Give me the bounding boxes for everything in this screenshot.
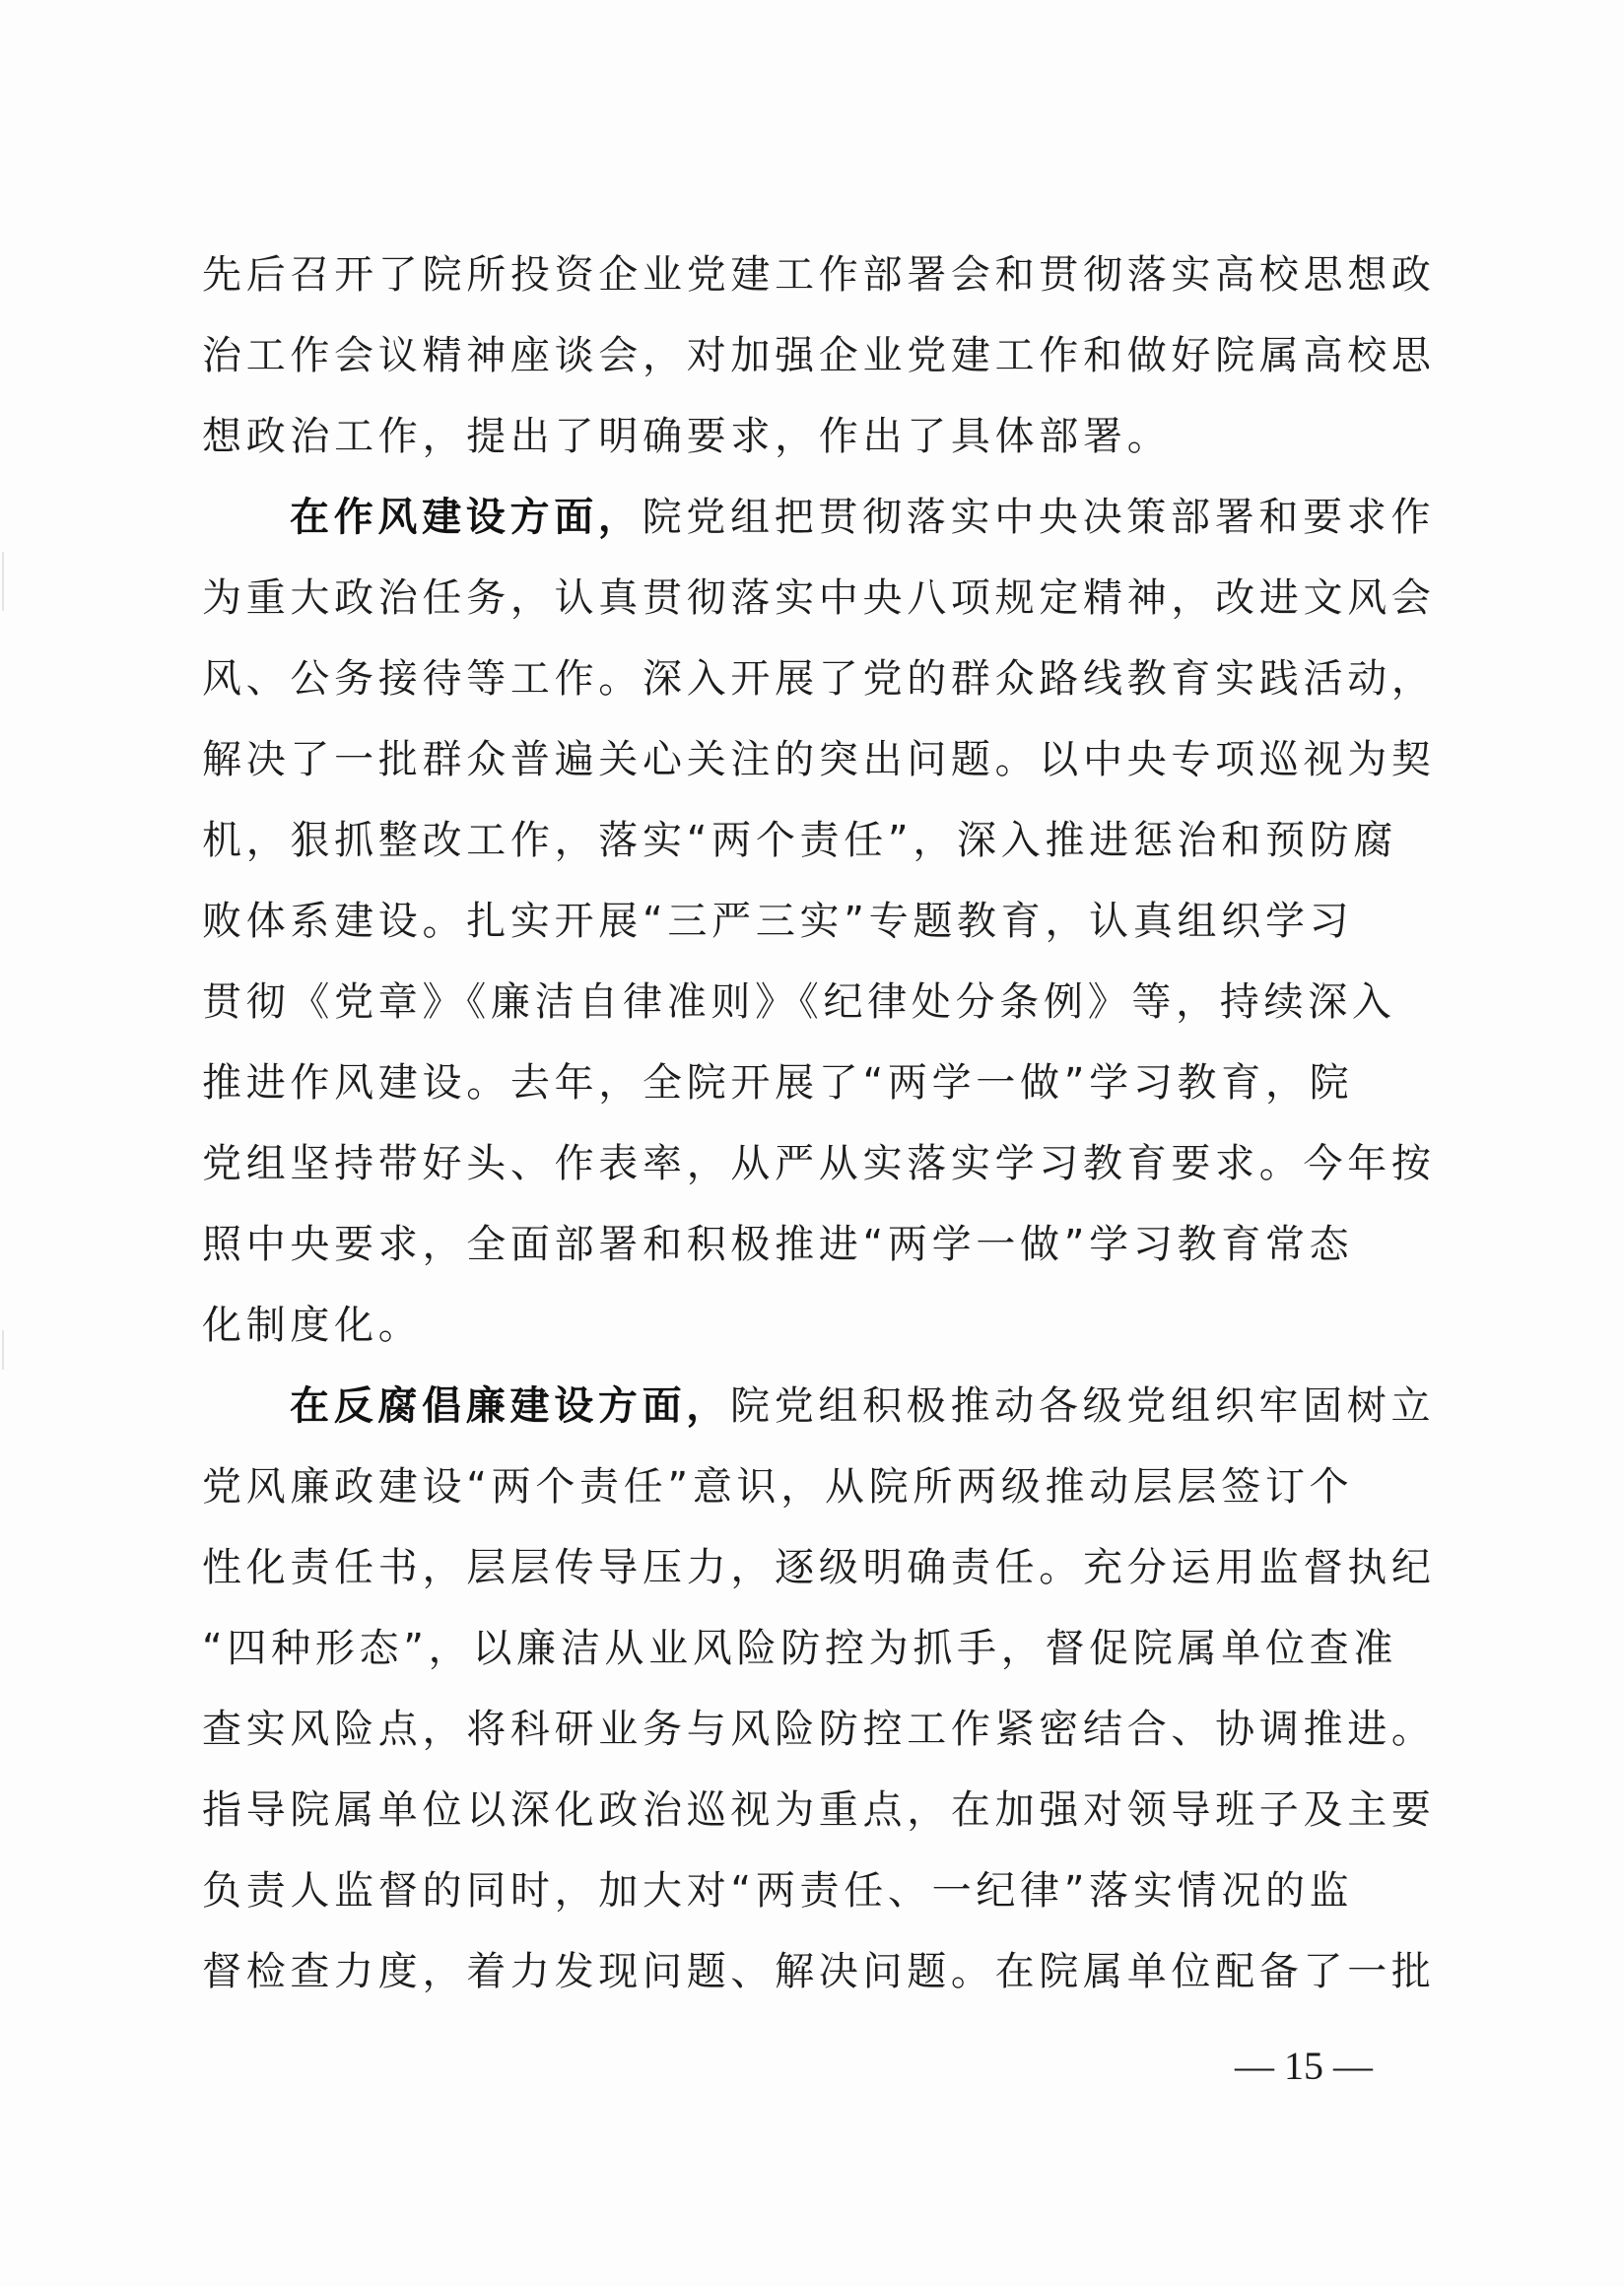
text-line: [202, 396, 1444, 477]
line-text: 风、公务接待等工作。深入开展了党的群众路线教育实践活动，: [202, 656, 1436, 702]
line-text: 治工作会议精神座谈会，对加强企业党建工作和做好院属高校思: [202, 333, 1436, 378]
text-line: [202, 1285, 1444, 1366]
line-text: 督检查力度，着力发现问题、解决问题。在院属单位配备了一批: [202, 1949, 1436, 1994]
text-line: [202, 1123, 1444, 1204]
text-line: [202, 1770, 1444, 1850]
text-line: [202, 639, 1444, 719]
section-heading: 在作风建设方面，: [290, 495, 643, 540]
line-text: 照中央要求，全面部署和积极推进“两学一做”学习教育常态: [202, 1222, 1354, 1267]
line-text: 院党组把贯彻落实中央决策部署和要求作: [642, 495, 1436, 540]
text-line: [202, 1931, 1444, 2012]
line-text: 查实风险点，将科研业务与风险防控工作紧密结合、协调推进。: [202, 1707, 1436, 1752]
line-text: 先后召开了院所投资企业党建工作部署会和贯彻落实高校思想政: [202, 252, 1436, 298]
line-text: 负责人监督的同时，加大对“两责任、一纪律”落实情况的监: [202, 1868, 1354, 1914]
line-text: 败体系建设。扎实开展“三严三实”专题教育，认真组织学习: [202, 899, 1354, 944]
line-text: 推进作风建设。去年，全院开展了“两学一做”学习教育，院: [202, 1060, 1354, 1106]
text-line: [202, 235, 1444, 315]
page-number: — 15 —: [1235, 2044, 1373, 2088]
text-line: [202, 1689, 1444, 1770]
text-line: [202, 558, 1444, 639]
text-line: [202, 315, 1444, 396]
line-text: 党组坚持带好头、作表率，从严从实落实学习教育要求。今年按: [202, 1141, 1436, 1186]
paragraph-start-line: [202, 477, 1444, 558]
line-text: 党风廉政建设“两个责任”意识，从院所两级推动层层签订个: [202, 1464, 1354, 1510]
text-line: [202, 719, 1444, 800]
text-line: [202, 1527, 1444, 1608]
line-text: 为重大政治任务，认真贯彻落实中央八项规定精神，改进文风会: [202, 575, 1436, 621]
text-line: [202, 962, 1444, 1042]
text-line: [202, 1608, 1444, 1689]
text-line: [202, 1446, 1444, 1527]
paragraph-start-line: [202, 1366, 1444, 1446]
body-text: [202, 235, 1444, 2012]
scan-artifact: [2, 1330, 4, 1370]
section-heading: 在反腐倡廉建设方面，: [290, 1383, 730, 1429]
text-line: [202, 800, 1444, 881]
line-text: “四种形态”，以廉洁从业风险防控为抓手，督促院属单位查准: [202, 1626, 1398, 1671]
line-text: 解决了一批群众普遍关心关注的突出问题。以中央专项巡视为契: [202, 737, 1436, 782]
line-text: 性化责任书，层层传导压力，逐级明确责任。充分运用监督执纪: [202, 1545, 1436, 1590]
text-line: [202, 881, 1444, 962]
text-line: [202, 1204, 1444, 1285]
line-text: 想政治工作，提出了明确要求，作出了具体部署。: [202, 414, 1172, 459]
line-text: 化制度化。: [202, 1303, 423, 1348]
line-text: 贯彻《党章》《廉洁自律准则》《纪律处分条例》等，持续深入: [202, 979, 1396, 1025]
scan-artifact: [2, 552, 4, 611]
line-text: 院党组积极推动各级党组织牢固树立: [730, 1383, 1436, 1429]
line-text: 指导院属单位以深化政治巡视为重点，在加强对领导班子及主要: [202, 1787, 1436, 1833]
line-text: 机，狠抓整改工作，落实“两个责任”，深入推进惩治和预防腐: [202, 818, 1398, 863]
text-line: [202, 1042, 1444, 1123]
text-line: [202, 1850, 1444, 1931]
